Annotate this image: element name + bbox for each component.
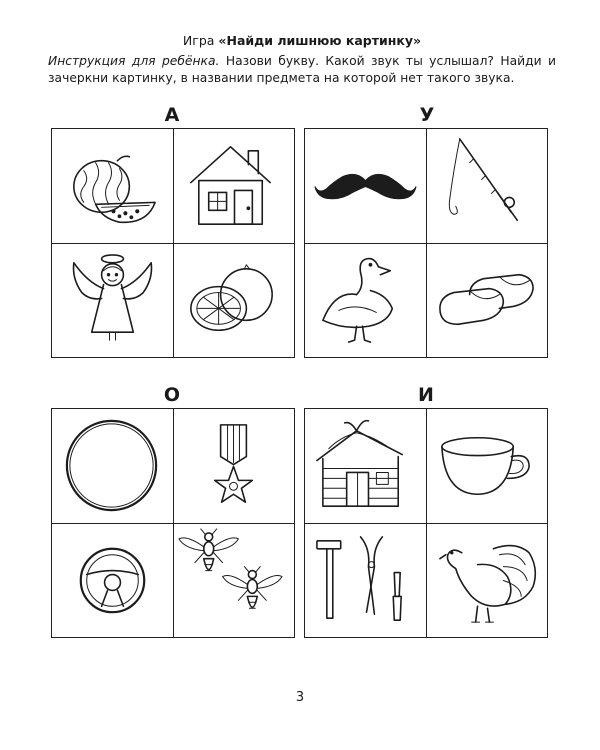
steering-wheel-icon — [52, 523, 173, 637]
picture-mustache[interactable] — [305, 129, 426, 243]
picture-orange[interactable] — [173, 243, 294, 357]
instruction-text: Назови букву. Какой звук ты услышал? Найди и зачеркни картинку, в названии предмета на которой нет такого звука. — [48, 54, 556, 85]
wasps-icon — [173, 523, 294, 637]
watermelon-icon — [52, 129, 173, 243]
house-icon — [173, 129, 294, 243]
page-number: 3 — [295, 690, 305, 705]
instruction-label: Инструкция для ребёнка. — [48, 54, 220, 68]
page-header — [48, 32, 556, 87]
medal-icon — [173, 409, 294, 523]
turkey-icon — [426, 523, 547, 637]
orange-icon — [173, 243, 294, 357]
title-name: «Найди лишнюю картинку» — [218, 33, 422, 48]
letter-i: И — [418, 384, 434, 406]
instruction — [48, 53, 556, 87]
picture-duck[interactable] — [305, 243, 426, 357]
letter-a: А — [164, 104, 180, 126]
picture-steering-wheel[interactable] — [52, 523, 173, 637]
picture-wasps[interactable] — [173, 523, 294, 637]
picture-grid-o — [51, 408, 295, 638]
slippers-icon — [426, 243, 547, 357]
game-title — [48, 32, 556, 50]
picture-watermelon[interactable] — [52, 129, 173, 243]
picture-hut[interactable] — [305, 409, 426, 523]
tools-icon — [305, 523, 426, 637]
letter-o: О — [163, 384, 181, 406]
duck-icon — [305, 243, 426, 357]
hut-icon — [305, 409, 426, 523]
hoop-icon — [52, 409, 173, 523]
fishing-rod-icon — [426, 129, 547, 243]
letter-u: У — [419, 104, 435, 126]
picture-grid-u — [304, 128, 548, 358]
picture-grid-i — [304, 408, 548, 638]
picture-turkey[interactable] — [426, 523, 547, 637]
cup-icon — [426, 409, 547, 523]
title-prefix: Игра — [182, 33, 215, 48]
picture-angel[interactable] — [52, 243, 173, 357]
mustache-icon — [305, 129, 426, 243]
picture-cup[interactable] — [426, 409, 547, 523]
angel-icon — [52, 243, 173, 357]
picture-medal[interactable] — [173, 409, 294, 523]
picture-tools[interactable] — [305, 523, 426, 637]
picture-house[interactable] — [173, 129, 294, 243]
picture-fishing-rod[interactable] — [426, 129, 547, 243]
picture-grid-a — [51, 128, 295, 358]
picture-slippers[interactable] — [426, 243, 547, 357]
picture-hoop[interactable] — [52, 409, 173, 523]
